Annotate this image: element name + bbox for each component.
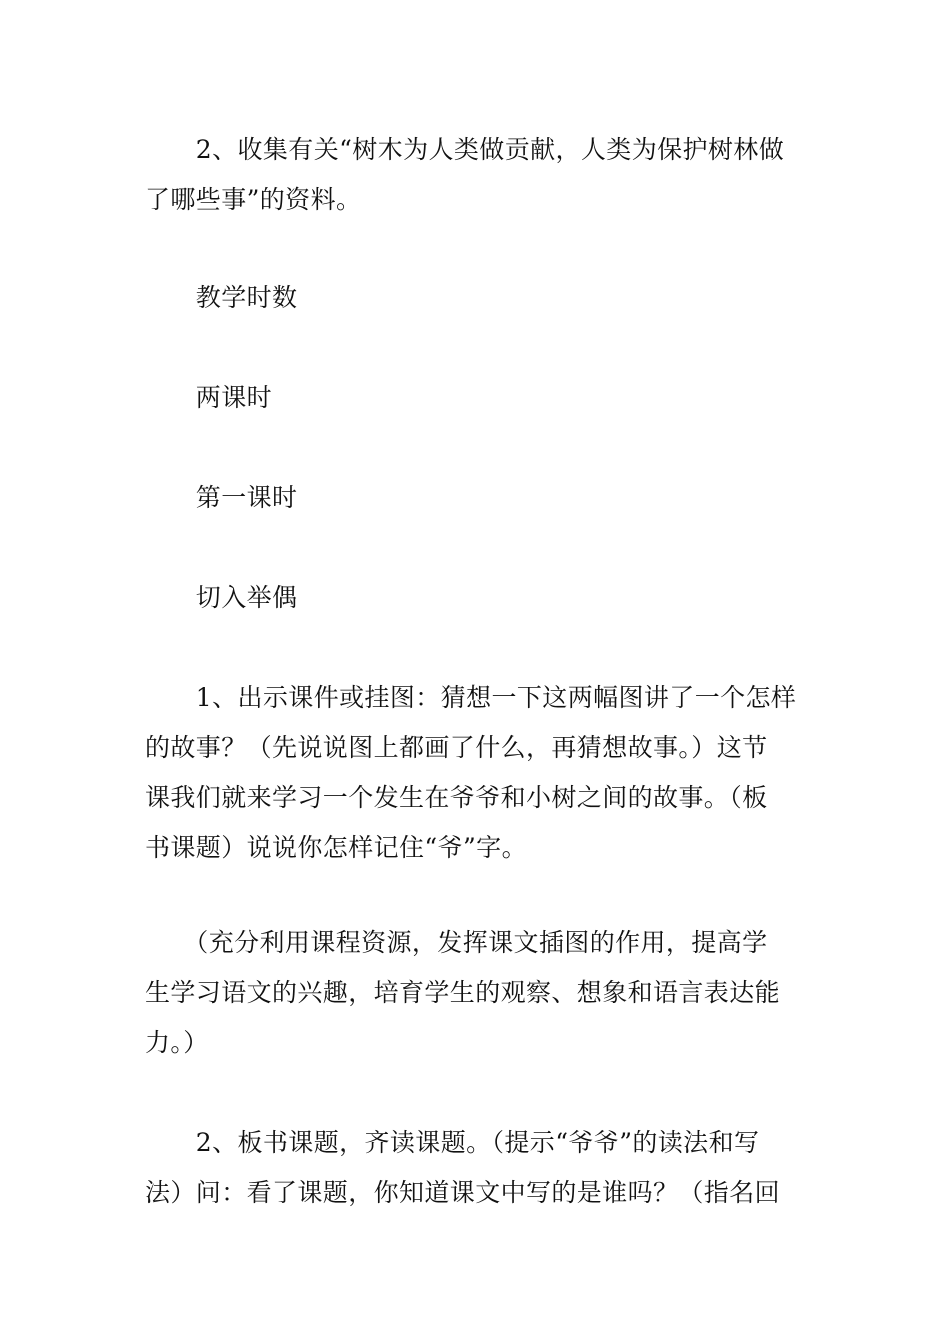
text-line: 了哪些事”的资料。 xyxy=(145,185,362,214)
heading-teaching-hours xyxy=(145,273,807,323)
text-line: 法）问：看了课题，你知道课文中写的是谁吗？（指名回 xyxy=(145,1178,781,1207)
text-line: 2、收集有关“树木为人类做贡献，人类为保护树林做 xyxy=(145,135,785,164)
heading-first-lesson xyxy=(145,473,807,523)
heading-introduction xyxy=(145,573,807,623)
paragraph-design-note xyxy=(145,918,807,1068)
paragraph-show-courseware xyxy=(145,673,807,873)
text-line: 1、出示课件或挂图：猜想一下这两幅图讲了一个怎样 xyxy=(145,683,797,712)
text-line: （充分利用课程资源，发挥课文插图的作用，提高学 xyxy=(145,928,768,957)
text-line: 教学时数 xyxy=(145,283,298,312)
text-line: 两课时 xyxy=(145,383,273,412)
text-line: 2、板书课题，齐读课题。（提示“爷爷”的读法和写 xyxy=(145,1128,760,1157)
text-line: 力。） xyxy=(145,1028,209,1057)
text-line: 第一课时 xyxy=(145,483,298,512)
text-line: 书课题）说说你怎样记住“爷”字。 xyxy=(145,833,527,862)
text-two-lessons xyxy=(145,373,807,423)
text-line: 生学习语文的兴趣，培育学生的观察、想象和语言表达能 xyxy=(145,978,781,1007)
text-line: 课我们就来学习一个发生在爷爷和小树之间的故事。（板 xyxy=(145,783,768,812)
text-line: 的故事？（先说说图上都画了什么，再猜想故事。）这节 xyxy=(145,733,768,762)
paragraph-collect-materials xyxy=(145,125,807,225)
paragraph-board-title xyxy=(145,1118,807,1218)
text-line: 切入举偶 xyxy=(145,583,298,612)
